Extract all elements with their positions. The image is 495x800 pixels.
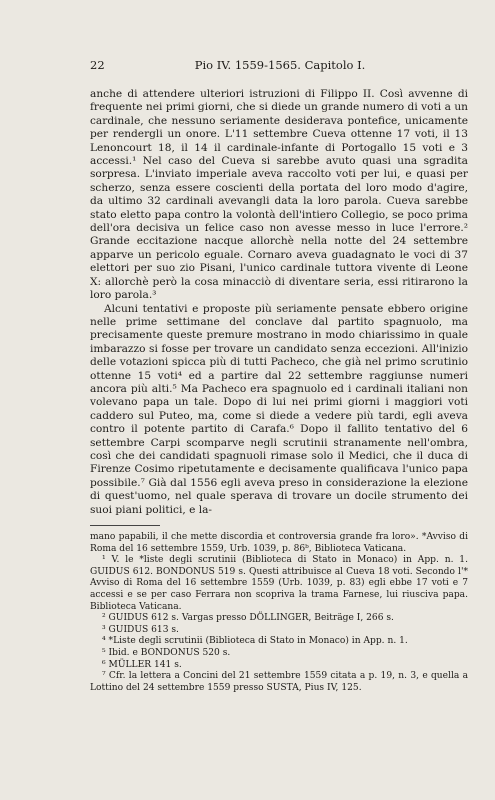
- main-text: [90, 88, 468, 517]
- running-header: [90, 58, 470, 74]
- running-title: Pio IV. 1559-1565. Capitolo I.: [194, 58, 366, 72]
- page-number: 22: [90, 58, 105, 72]
- footnote-3: ³ GUIDUS 613 s.: [102, 624, 179, 635]
- footnote-1: ¹ V. le *liste degli scrutinii (Biblioteca di Stato in Monaco) in App. n. 1. GUIDUS 612. BONDONUS 519 s. Questi attribuisce al Cueva 18 voti. Secondo l'* Avviso di Roma del 16 settembre 1559 (Urb. 1039, p. 83) egli ebbe 17 voti e 7 accessi e se per caso Ferrara non scopriva la trama Farnese, lui riusciva papa. Biblioteca Vaticana.: [90, 555, 468, 612]
- footnotes: [90, 532, 468, 694]
- footnote-6: ⁶ MÜLLER 141 s.: [102, 659, 182, 670]
- paragraph-2: Alcuni tentativi e proposte più seriamente pensate ebbero origine nelle prime settimane del conclave dal partito spagnuolo, ma precisamente queste premure mostrano in modo chiarissimo in quale imbarazzo si fosse per trovare un candidato senza eccezioni. All'inizio delle votazioni spicca più di tutti Pacheco, che già nel primo scrutinio ottenne 15 voti⁴ ed a partire dal 22 settembre raggiunse numeri ancora più alti.⁵ Ma Pacheco era spagnuolo ed i cardinali italiani non volevano papa un tale. Dopo di lui nei primi giorni i maggiori voti caddero sul Puteo, ma, come si diede a vedere più tardi, egli aveva contro il potente partito di Carafa.⁶ Dopo il fallito tentativo del 6 settembre Carpi scomparve negli scrutinii stranamente nell'ombra, così che dei candidati spagnuoli rimase solo il Medici, che il duca di Firenze Cosimo ripetutamente e decisamente qualificava l'unico papa possibile.⁷ Già dal 1556 egli aveva preso in considerazione la elezione di quest'uomo, nel quale sperava di trovare un docile strumento dei suoi piani politici, e la-: [90, 302, 468, 516]
- paragraph-1: anche di attendere ulteriori istruzioni di Filippo II. Così avvenne di frequente nei primi giorni, che si diede un grande numero di voti a un cardinale, che nessuno seriamente desiderava pontefice, unicamente per rendergli un onore. L'11 settembre Cueva ottenne 17 voti, il 13 Lenoncourt 18, il 14 il cardinale-infante di Portogallo 15 voti e 3 accessi.¹ Nel caso del Cueva si sarebbe avuto quasi una sgradita sorpresa. L'inviato imperiale aveva raccolto voti per lui, e quasi per scherzo, senza essere coscienti della portata del loro modo d'agire, da ultimo 32 cardinali avevangli data la loro parola. Cueva sarebbe stato eletto papa contro la volontà dell'intiero Collegio, se poco prima dell'ora decisiva un felice caso non avesse messo in luce l'errore.² Grande eccitazione nacque allorchè nella notte del 24 settembre apparve un pericolo eguale. Cornaro aveva guadagnato le voci di 37 elettori per suo zio Pisani, l'unico cardinale tuttora vivente di Leone X: allorchè però la cosa minacciò di diventare seria, essi ritirarono la loro parola.³: [90, 88, 468, 302]
- footnote-5: ⁵ Ibid. e BONDONUS 520 s.: [102, 647, 231, 658]
- footnote-continuation: mano papabili, il che mette discordia et controversia grande fra loro». *Avviso di Roma del 16 settembre 1559, Urb. 1039, p. 86ᵇ, Biblioteca Vaticana.: [90, 532, 468, 554]
- footnote-separator: [90, 525, 160, 526]
- footnote-7: ⁷ Cfr. la lettera a Concini del 21 settembre 1559 citata a p. 19, n. 3, e quella a Lottino del 24 settembre 1559 presso SUSTA, Pius IV, 125.: [90, 671, 468, 693]
- footnote-2: ² GUIDUS 612 s. Vargas presso DÖLLINGER, Beiträge I, 266 s.: [102, 613, 394, 624]
- footnote-4: ⁴ *Liste degli scrutinii (Biblioteca di Stato in Monaco) in App. n. 1.: [102, 636, 408, 647]
